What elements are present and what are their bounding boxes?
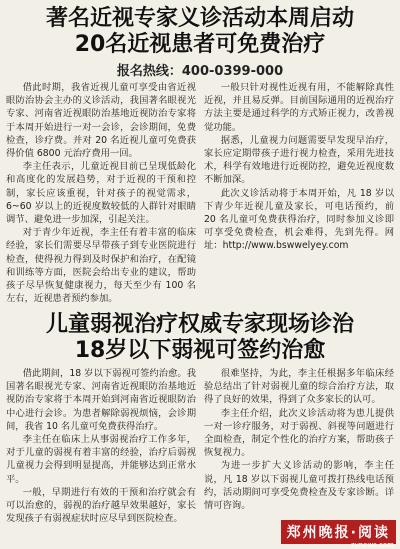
paragraph: 很难坚持，为此，李主任根据多年临床经验总结出了针对弱视儿童的综合治疗方法，取得了良好的效果，得到了众多家长的认可。 (204, 368, 394, 406)
article-1-left-column (6, 81, 196, 304)
paragraph: 一般只针对视性近视有用，不能解除真性近视，并且易反弹。目前国际通用的近视治疗方法主要是通过科学的方式矫正视力，改善视觉功能。 (204, 82, 394, 133)
article-1-headline-line2: 20名近视患者可免费治疗 (74, 32, 326, 57)
watermark-url: zynews.com (350, 541, 394, 549)
article-1-hotline: 报名热线：400-0399-000 (116, 64, 284, 79)
paragraph: 此次义诊活动将于本周开始，凡 18 岁以下青少年近视儿童及家长，可电话预约，前 20 名儿童可免费获得治疗，同时参加义诊即可享受免费检查，机会难得，先到先得。网址：http://www.bswwelyey.com (204, 187, 394, 252)
article-1-columns (6, 81, 394, 304)
paragraph: 借此期间，18 岁以下弱视可签约治愈。我国著名眼视光专家、河南省近视眼防治基地近视防治专家将于本周开始到河南省近视眼防治中心进行会诊。为患者解除弱视烦恼，会诊期间，我省 10 名儿童可免费获得治疗。 (6, 368, 196, 432)
article-1 (6, 4, 394, 304)
paragraph: 为进一步扩大义诊活动的影响，李主任说，凡 18 岁以下弱视儿童可拨打热线电话预约，活动期间可享受免费检查及专家诊断。详情可咨询。 (204, 460, 394, 512)
paragraph: 李主任介绍，此次义诊活动将为患儿提供一对一诊疗服务，对于弱视、斜视等问题进行全面检查，制定个性化的治疗方案，帮助孩子恢复视力。 (204, 407, 394, 459)
article-2-right-column (204, 367, 394, 525)
article-2-headline-line1: 儿童弱视治疗权威专家现场诊治 (45, 312, 354, 337)
paragraph: 李主任在临床上从事弱视治疗工作多年，对于儿童的弱视有着丰富的经验，治疗后弱视儿童视力会得到明显提高，并能够达到正常水平。 (6, 434, 196, 485)
article-2 (6, 308, 394, 548)
article-2-columns (6, 367, 394, 525)
article-2-left-column (6, 367, 196, 525)
paragraph: 李主任表示，儿童近视目前已呈现低龄化和高度化的发展趋势，对于近视的干预和控制，家长应该重视，针对孩子的视觉需求，6~60 岁以上的近视度数较低的人群针对眼睛调节、避免进一步加深，引起关注。 (6, 161, 196, 226)
paragraph: 借此时期，我省近视儿童可享受由省近视眼防治协会主办的义诊活动，我国著名眼视光专家、河南省近视眼防治基地近视防治专家将于本周开始进行一对一会诊，会诊期间，免费检查，诊疗费。并对 20 名近视儿童可免费获得价值 6800 元治疗费用一回。 (6, 82, 196, 160)
paragraph: 对于青少年近视，李主任有着丰富的临床经验，家长们需要尽早带孩子到专业医院进行检查，使得视力得到及时保护和治疗，在配镜和训练等方面，医院会给出专业的建议，帮助孩子尽早恢复健康视力，每天至少有 100 名左右，近视患者预约参加。 (6, 227, 196, 304)
paragraph: 据悉，儿童视力问题需要早发现早治疗，家长应定期带孩子进行视力检查，采用先进技术，科学有效地进行近视防控，避免近视度数不断加深。 (204, 134, 394, 186)
watermark-logo: 郑州晚报·阅读 (281, 520, 396, 544)
paragraph: 一般，早期进行有效的干预和治疗就会有可以治愈的，弱视的治疗越早效果越好，家长发现孩子有弱视症状时应尽早到医院检查。 (6, 486, 196, 525)
article-2-headline-line2: 18岁以下弱视可签约治愈 (74, 338, 326, 363)
article-1-headline-line1: 著名近视专家义诊活动本周启动 (45, 6, 354, 31)
article-1-right-column (204, 81, 394, 304)
